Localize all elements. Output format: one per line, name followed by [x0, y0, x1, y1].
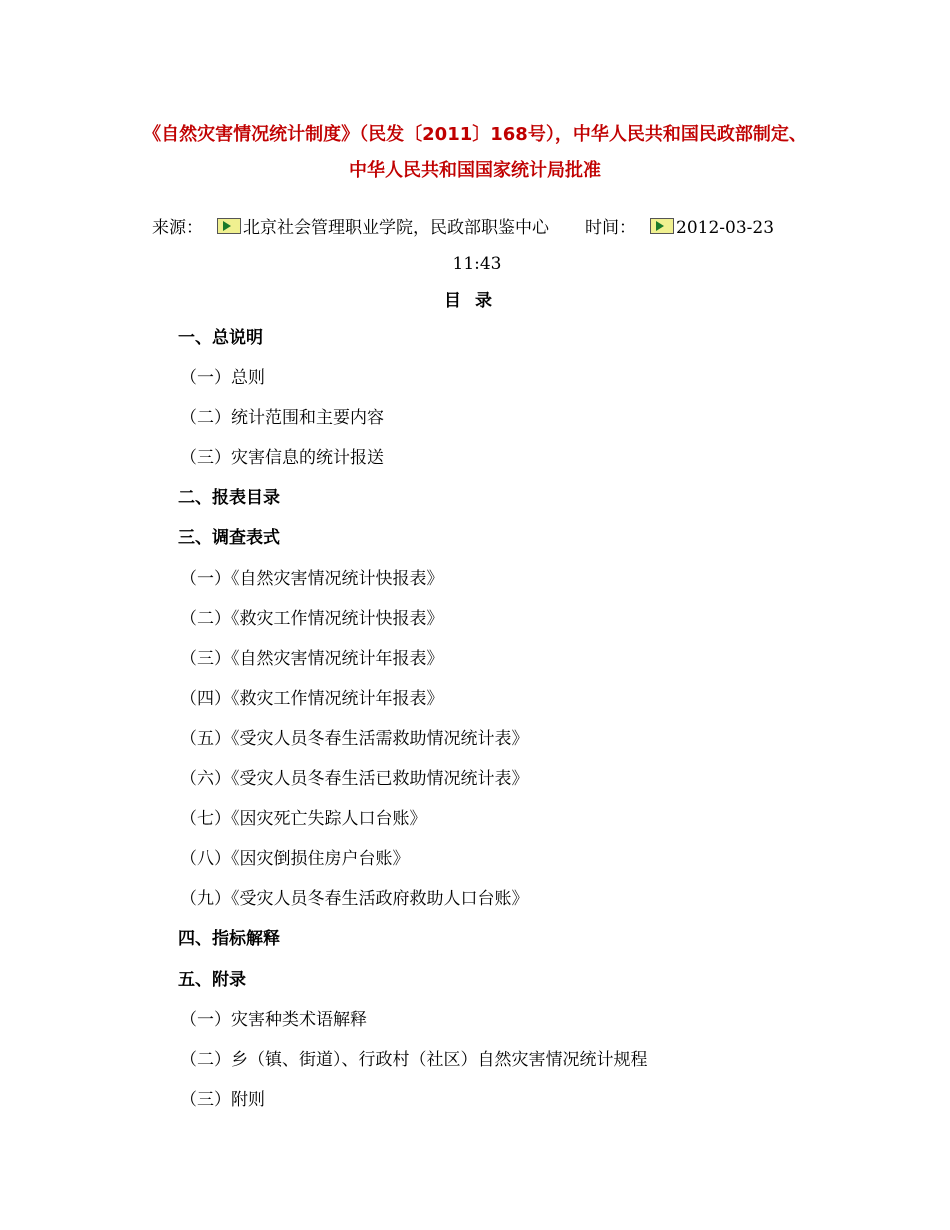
source-label: 来源：: [152, 218, 203, 238]
toc-section-item: 二、报表目录: [178, 488, 280, 509]
document-title-line-1: 《自然灾害情况统计制度》（民发〔2011〕168号），中华人民共和国民政部制定、: [143, 124, 807, 145]
source-value: 北京社会管理职业学院，民政部职鉴中心: [243, 218, 549, 238]
toc-subsection-item: （七）《因灾死亡失踪人口台账》: [180, 809, 427, 830]
publish-time: 11:43: [452, 254, 502, 274]
toc-section-item: 五、附录: [178, 969, 246, 990]
publish-date: 2012-03-23: [676, 218, 775, 238]
toc-subsection-item: （九）《受灾人员冬春生活政府救助人口台账》: [180, 889, 529, 910]
source-and-time: [152, 210, 832, 282]
toc-subsection-item: （八）《因灾倒损住房户台账》: [180, 849, 410, 870]
document-icon[interactable]: [217, 218, 241, 234]
toc-subsection-item: （六）《受灾人员冬春生活已救助情况统计表》: [180, 769, 529, 790]
toc-subsection-item: （三）灾害信息的统计报送: [180, 448, 384, 469]
toc-subsection-item: （一）灾害种类术语解释: [180, 1009, 367, 1030]
toc-section-item: 一、总说明: [178, 328, 263, 348]
toc-subsection-item: （一）《自然灾害情况统计快报表》: [180, 568, 444, 589]
toc-heading: 目录: [444, 291, 506, 311]
toc-subsection-item: （五）《受灾人员冬春生活需救助情况统计表》: [180, 728, 529, 749]
toc-subsection-item: （二）《救灾工作情况统计快报表》: [180, 608, 444, 629]
toc-subsection-item: （二）乡（镇、街道）、行政村（社区）自然灾害情况统计规程: [180, 1049, 648, 1070]
document-icon[interactable]: [650, 218, 674, 234]
toc-section-item: 四、指标解释: [178, 929, 280, 950]
toc-subsection-item: （三）《自然灾害情况统计年报表》: [180, 648, 444, 669]
toc-subsection-item: （四）《救灾工作情况统计年报表》: [180, 688, 444, 709]
table-of-contents: [178, 318, 878, 1120]
toc-subsection-item: （一）总则: [180, 368, 265, 389]
toc-subsection-item: （三）附则: [180, 1089, 265, 1110]
toc-subsection-item: （二）统计范围和主要内容: [180, 408, 384, 429]
toc-section-item: 三、调查表式: [178, 528, 280, 549]
time-label: 时间：: [585, 218, 636, 238]
document-title-line-2: 中华人民共和国国家统计局批准: [349, 160, 601, 181]
